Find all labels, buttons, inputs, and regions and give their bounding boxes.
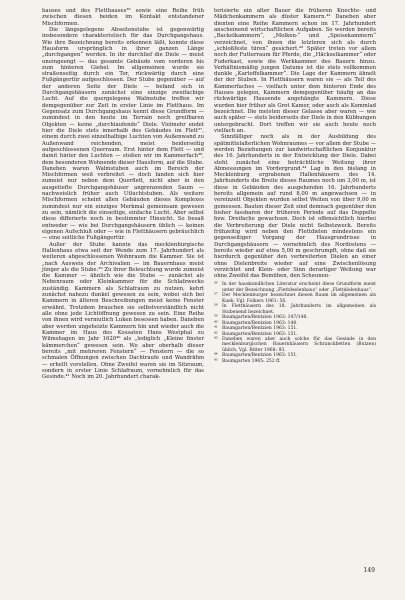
footnote-number: ⁴² bbox=[214, 331, 218, 337]
left-column bbox=[42, 8, 204, 380]
footnote-text: In der hauskundlichen Literatur erscheint diese Grundform meist unter der Bezeichnung „Flettdeelenhaus“ oder „Flettdielenhaus“. bbox=[222, 282, 376, 293]
paragraph: terisierte ein alter Bauer die früheren Knechte- und Mädchenkammern als düster Kamern.⁴² Daneben aber dienten eine Reihe Kammern schon im 17. Jahrhundert anscheinend wirtschaftlichen Aufgaben. So werden bereits „Backelkammern“, „Molken-“ und „Speisekammern“ verzeichnet, von ihnen die letzteren sich als durch „schloßfeste türen“ gesichert.⁴³ Später treten vor allem noch der Futterraum für Pferde, die „Häckselkammer“ oder Fuderkast, sowie die Werkkammer des Bauern hinzu. Verhältnismäßig jungen Datums ist die stets vollkommen dunkle „Kartoffelkammer“. Die Lage der Kammern ähnelt der der Stuben. In Fletthäusern waren sie — als Teil des Kammerfaches — vielfach unter dem hinteren Ende des Hauses gelegen, Kammern demgegenüber häufig an das rückwärtige Hausende angehängte Kammern. Diese wurden hier früher als Grot Kamer, oder auch als Kommlad bezeichnet. Die meisten dieser Gelasse aber waren — wie auch später — stets beiderseits der Diele in den Kübbungen untergebracht. Dort treffen wir sie auch heute noch vielfach an. bbox=[214, 8, 376, 134]
footnote bbox=[214, 304, 376, 315]
footnote bbox=[214, 359, 376, 364]
right-column-body bbox=[214, 8, 376, 279]
footnote-number: ⁴⁴ bbox=[214, 353, 218, 359]
footnote-number: ⁴⁰ bbox=[214, 320, 218, 326]
footnote-text: Der Mecklenburger bezeichnet diesen Raum im allgemeinen als Kuek. Vgl. Folkers 1961: 56. bbox=[222, 293, 376, 304]
page-number: 149 bbox=[363, 567, 375, 574]
paragraph: Die längsgelegene Abseitenstube ist gegenwärtig insbesondere charakteristisch für das Durchgangshaus. Wie ihre Bezeichnung bereits erkennen läßt, konnte diese Hausform ursprünglich in ihrer ganzen Länge „durchgangen“ werden. In ihr durchlief die Diele — meist uneingeengt — das gesamte Gebäude vom vorderen bis zum hinteren Giebel. Im allgemeinen wurde sie straßenseitig durch ein Tor, rückwärtig durch eine Fußgängertür aufgeschlossen. Der Stube gegenüber — auf der anderen Seite der Diele — befand sich in Durchgangshäusern zunächst eine einzige zweifachige Lucht. Auf die quergelegene Walmstube treffen wir demgegenüber zur Zeit in erster Linie im Fletthaus. Im Gegensatz zum Durchgangshaus kennt diese Grundform — zumindest in den heute im Terrain noch greifbaren Objekten — keine „durchlaufende“ Diele. Vielmehr endet hier die Diele stets innerhalb des Gebäudes im Flett³⁷, einem durch zwei einzelhalbige Luchten von Außenwand zu Außenwand reichenden, meist beiderseitig aufgeschlossenen Querraum. Erst hinter dem Flett — und damit hinter den Luchten — stoßen wir im Kammerfach³⁸, dem besonderen Wohnende dieser Hausform, auf die Stube. Daneben waren Walmstuben auch im Bereich der Mischformen weit verbreitet — doch fanden sich hier zumeist nur neben dem Querflett, nicht aber in den ausgetiefte Durchgangshäuser angrenzenden Saum — nachweislich früher auch Utluchtstuben. Als weitere Mischformen scheint allen Gebäuden dieses Komplexes zumindest nur ein einziges Merkmal gemeinsam gewesen zu sein, nämlich die einseitige, einfache Lucht. Aber selbst diese differierte noch in bestimmter Hinsicht. So besaß entweder — wie bei Durchgangshäusern üblich — keinen eigenen Aufschluß oder — wie in Fletthäusern gebräuchlich — eine seitliche Fußgängertür. bbox=[42, 26, 204, 242]
footnote bbox=[214, 337, 376, 353]
footnotes bbox=[214, 282, 376, 364]
footnote-text: Baumgarten/Bentzien 1963: 151. bbox=[222, 331, 298, 337]
text-columns bbox=[42, 8, 376, 380]
right-column bbox=[214, 8, 376, 380]
footnote-number: ³⁷ bbox=[214, 293, 218, 299]
paragraph: Außer der Stube kannte das mecklenburgische Hallenhaus etwa seit der Wende zum 17. Jahrhundert als weiteren abgeschlossenen Wohnraum die Kammer. Sie ist „nach Ausweis der Archivalien — im Bauernhaus meist jünger als die Stube.³⁹ Zu ihrer Beleuchtung wurde zumeist die Kammer — ähnlich wie die Stube — zunächst als Nebenraum oder Kleinkammer für die Schlafzwecke zuständig. Kammern als Schlafraum zu nutzen, kehrt zunächst nahezu dunkel gewesen zu sein, wobei sich bei Kammern in älteren Beschreibungen meist keine Fenster erwähnt. Trotzdem brauchen sie selbstverständlich nicht alle ohne jede Lichtöffnung gewesen zu sein. Eine Reihe von ihnen wird vermutlich Luken besessen haben. Daneben aber werden ungeheizte Kammern hin und wieder auch die Kammer im Haus des Kossaten Hans Westphal zu Wilmshagen im Jahr 1620⁴⁰ als „lediglich „Kleine finster kämmerchen“ gewesen sein. Wo aber oberhalb dieser bereits „mit mehreren Fenstern“ — Fenstern — die so schmalen Öffnungen zwischen Dachtraufe und Wandrähm — erhellt vorstellen. Ohne Zweifel waren sie im Sitzraum, sondern in erster Linie Schlafraum, vornehmlich für das Gesinde.⁴¹ Noch im 20. Jahrhundert charak- bbox=[42, 241, 204, 381]
footnote bbox=[214, 282, 376, 293]
footnote-number: ⁴⁵ bbox=[214, 358, 218, 364]
footnote-text: Baumgarten/Bentzien 1963: 148. bbox=[222, 320, 298, 326]
footnote-number: ³⁶ bbox=[214, 282, 218, 288]
footnote-number: ⁴¹ bbox=[214, 326, 218, 332]
footnote-text: Baumgarten/Bentzien 1963: 151. bbox=[222, 326, 298, 332]
footnote-text: Daneben waren aber auch solche für das Gesinde in den mecklenburgischen Bauernhäusern Schranckbetten (Butzen) üblich. Vgl. Ritter 1968: 93. bbox=[222, 336, 376, 353]
footnote-text: Baumgarten/Bentzien 1963: 147/148. bbox=[222, 315, 308, 321]
footnote-number: ³⁹ bbox=[214, 315, 218, 321]
footnote-text: Baumgarten 1965: 252 ff. bbox=[222, 358, 281, 364]
paragraph: Sinnfälliger noch als in der Ausbildung des spätmittelalterlichen Wohnraumes — vor allem der Stube — werden Beziehungen zur landwirtschaftlichen Konjunktur des 16. Jahrhunderts in der Entwicklung der Diele. Dabei steht zunächst eine beträchtliche Weitung ihrer Abmessungen im Vordergrund.⁴⁴ Lag in den bislang in Mecklenburg ergrabenen Hallenhäusern des 14. Jahrhunderts die Breite dieses Raumes noch um 3,00 m, ist diese in Gebäuden des ausgehenden 16. Jahrhunderts bereits allgemein auf rund 8,00 m angewachsen — in vereinzelt Objekten wurden selbst Weiten von über 9,00 m gemessen. Bauten dieser Zeit sind demnach gegenüber den bisher fassbaren der früheren Periode auf das Doppelte bzw. Dreifache gewachsen. Doch ist offensichtlich hierbei die Verbreiterung der Diele nicht Selbstzweck. Bereits frühzeitig wird neben den Flettdielen mindestens ein gegenseitiger Vorgang der Hausgrundrisse in Durchgangshäusern — vornehmlich des Nordostens — bereits wieder auf etwa 5,00 m geschrumpft, ohne daß sie hierdurch gegenüber den verbreiterten Dielen an einer ohne Dielenbreite wieder auf eine Zwischenlösung verzichtet und Klein- oder Sinn derartiger Weitung war ohne Zweifel das Bemühen, den Scheunen- bbox=[214, 134, 376, 280]
footnote-text: Baumgarten/Bentzien 1963: 151. bbox=[222, 353, 298, 359]
footnote bbox=[214, 293, 376, 304]
footnote-number: ⁴³ bbox=[214, 336, 218, 342]
paragraph: hauses und des Fletthauses³⁶ sowie eine Reihe früh zwischen diesen beiden im Kontakt entstandener Mischformen. bbox=[42, 8, 204, 27]
footnote-text: In Fletthäusern des 18. Jahrhunderts im allgemeinen als Stubenend bezeichnet. bbox=[222, 304, 376, 315]
footnote-number: ³⁸ bbox=[214, 304, 218, 310]
